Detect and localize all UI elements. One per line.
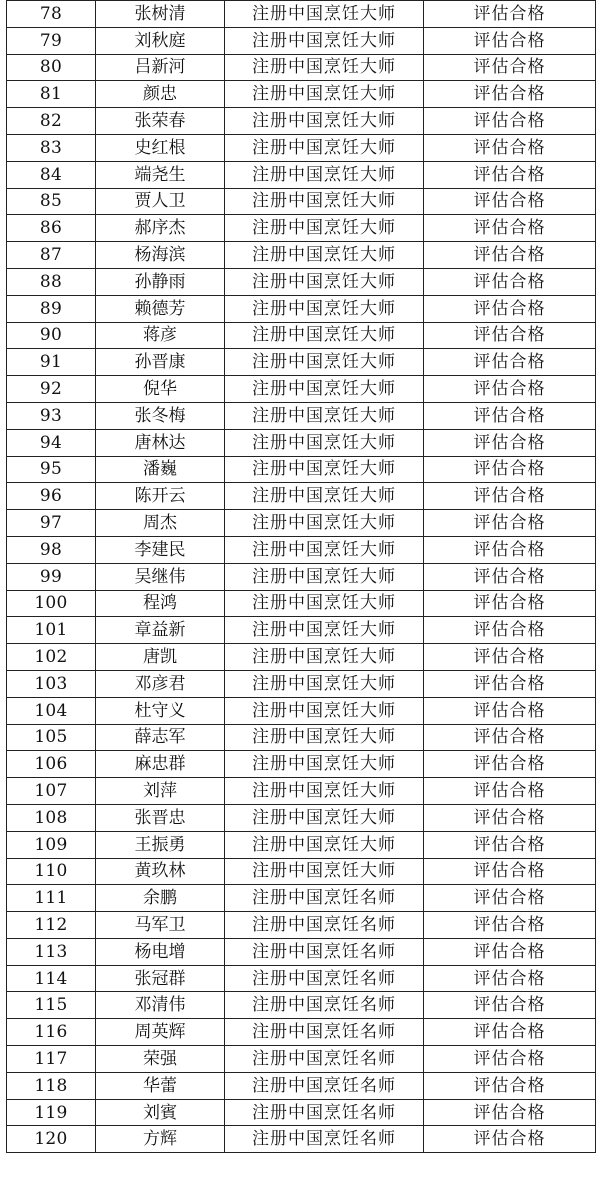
title-cell: 注册中国烹饪大师 (225, 268, 424, 295)
title-cell: 注册中国烹饪大师 (225, 376, 424, 403)
row-number-cell: 116 (7, 1019, 96, 1046)
name-cell: 贾人卫 (96, 188, 225, 215)
table-row (7, 483, 596, 510)
result-cell: 评估合格 (424, 134, 596, 161)
result-cell: 评估合格 (424, 965, 596, 992)
title-cell: 注册中国烹饪名师 (225, 1046, 424, 1073)
table-row (7, 831, 596, 858)
result-cell: 评估合格 (424, 1, 596, 28)
result-cell: 评估合格 (424, 1019, 596, 1046)
name-cell: 吕新河 (96, 54, 225, 81)
name-cell: 王振勇 (96, 831, 225, 858)
name-cell: 孙晋康 (96, 349, 225, 376)
result-cell: 评估合格 (424, 456, 596, 483)
row-number-cell: 78 (7, 1, 96, 28)
row-number-cell: 90 (7, 322, 96, 349)
row-number-cell: 103 (7, 670, 96, 697)
result-cell: 评估合格 (424, 429, 596, 456)
title-cell: 注册中国烹饪大师 (225, 590, 424, 617)
table-row (7, 1126, 596, 1153)
result-cell: 评估合格 (424, 644, 596, 671)
result-cell: 评估合格 (424, 27, 596, 54)
table-row (7, 590, 596, 617)
name-cell: 吴继伟 (96, 563, 225, 590)
title-cell: 注册中国烹饪大师 (225, 108, 424, 135)
result-cell: 评估合格 (424, 617, 596, 644)
name-cell: 唐凯 (96, 644, 225, 671)
title-cell: 注册中国烹饪大师 (225, 242, 424, 269)
name-cell: 蒋彦 (96, 322, 225, 349)
table-row (7, 161, 596, 188)
result-cell: 评估合格 (424, 590, 596, 617)
name-cell: 张树清 (96, 1, 225, 28)
chef-certification-table (6, 0, 596, 1153)
name-cell: 薛志军 (96, 724, 225, 751)
name-cell: 黄玖林 (96, 858, 225, 885)
name-cell: 刘秋庭 (96, 27, 225, 54)
row-number-cell: 84 (7, 161, 96, 188)
title-cell: 注册中国烹饪大师 (225, 295, 424, 322)
title-cell: 注册中国烹饪大师 (225, 563, 424, 590)
title-cell: 注册中国烹饪名师 (225, 992, 424, 1019)
name-cell: 颜忠 (96, 81, 225, 108)
table-row (7, 804, 596, 831)
table-row (7, 617, 596, 644)
row-number-cell: 98 (7, 536, 96, 563)
title-cell: 注册中国烹饪大师 (225, 54, 424, 81)
result-cell: 评估合格 (424, 402, 596, 429)
result-cell: 评估合格 (424, 188, 596, 215)
table-row (7, 1046, 596, 1073)
table-row (7, 912, 596, 939)
row-number-cell: 107 (7, 778, 96, 805)
row-number-cell: 108 (7, 804, 96, 831)
name-cell: 马军卫 (96, 912, 225, 939)
result-cell: 评估合格 (424, 804, 596, 831)
table-row (7, 429, 596, 456)
title-cell: 注册中国烹饪大师 (225, 778, 424, 805)
chef-certification-table-container (6, 0, 595, 1153)
row-number-cell: 105 (7, 724, 96, 751)
result-cell: 评估合格 (424, 1099, 596, 1126)
result-cell: 评估合格 (424, 108, 596, 135)
row-number-cell: 94 (7, 429, 96, 456)
title-cell: 注册中国烹饪名师 (225, 1019, 424, 1046)
name-cell: 邓清伟 (96, 992, 225, 1019)
row-number-cell: 88 (7, 268, 96, 295)
table-row (7, 295, 596, 322)
name-cell: 赖德芳 (96, 295, 225, 322)
name-cell: 张冠群 (96, 965, 225, 992)
row-number-cell: 115 (7, 992, 96, 1019)
row-number-cell: 92 (7, 376, 96, 403)
result-cell: 评估合格 (424, 81, 596, 108)
result-cell: 评估合格 (424, 161, 596, 188)
title-cell: 注册中国烹饪大师 (225, 81, 424, 108)
name-cell: 倪华 (96, 376, 225, 403)
table-row (7, 1072, 596, 1099)
name-cell: 周杰 (96, 510, 225, 537)
table-row (7, 242, 596, 269)
name-cell: 荣强 (96, 1046, 225, 1073)
table-row (7, 510, 596, 537)
result-cell: 评估合格 (424, 1046, 596, 1073)
table-row (7, 670, 596, 697)
row-number-cell: 109 (7, 831, 96, 858)
table-row (7, 54, 596, 81)
row-number-cell: 83 (7, 134, 96, 161)
name-cell: 麻忠群 (96, 751, 225, 778)
name-cell: 杜守义 (96, 697, 225, 724)
result-cell: 评估合格 (424, 858, 596, 885)
name-cell: 刘萍 (96, 778, 225, 805)
title-cell: 注册中国烹饪大师 (225, 215, 424, 242)
result-cell: 评估合格 (424, 349, 596, 376)
table-row (7, 108, 596, 135)
result-cell: 评估合格 (424, 54, 596, 81)
name-cell: 张晋忠 (96, 804, 225, 831)
row-number-cell: 93 (7, 402, 96, 429)
result-cell: 评估合格 (424, 992, 596, 1019)
name-cell: 李建民 (96, 536, 225, 563)
title-cell: 注册中国烹饪大师 (225, 670, 424, 697)
title-cell: 注册中国烹饪大师 (225, 483, 424, 510)
table-row (7, 965, 596, 992)
result-cell: 评估合格 (424, 1126, 596, 1153)
result-cell: 评估合格 (424, 778, 596, 805)
result-cell: 评估合格 (424, 268, 596, 295)
row-number-cell: 117 (7, 1046, 96, 1073)
title-cell: 注册中国烹饪大师 (225, 349, 424, 376)
result-cell: 评估合格 (424, 215, 596, 242)
title-cell: 注册中国烹饪大师 (225, 644, 424, 671)
table-row (7, 268, 596, 295)
title-cell: 注册中国烹饪大师 (225, 1, 424, 28)
row-number-cell: 85 (7, 188, 96, 215)
name-cell: 唐林达 (96, 429, 225, 456)
title-cell: 注册中国烹饪大师 (225, 161, 424, 188)
table-row (7, 1019, 596, 1046)
title-cell: 注册中国烹饪大师 (225, 134, 424, 161)
result-cell: 评估合格 (424, 831, 596, 858)
name-cell: 端尧生 (96, 161, 225, 188)
name-cell: 郝序杰 (96, 215, 225, 242)
row-number-cell: 89 (7, 295, 96, 322)
result-cell: 评估合格 (424, 376, 596, 403)
title-cell: 注册中国烹饪大师 (225, 697, 424, 724)
name-cell: 杨电增 (96, 938, 225, 965)
row-number-cell: 86 (7, 215, 96, 242)
row-number-cell: 91 (7, 349, 96, 376)
table-row (7, 992, 596, 1019)
title-cell: 注册中国烹饪大师 (225, 188, 424, 215)
name-cell: 邓彦君 (96, 670, 225, 697)
row-number-cell: 97 (7, 510, 96, 537)
title-cell: 注册中国烹饪名师 (225, 938, 424, 965)
title-cell: 注册中国烹饪大师 (225, 831, 424, 858)
title-cell: 注册中国烹饪大师 (225, 724, 424, 751)
row-number-cell: 111 (7, 885, 96, 912)
row-number-cell: 79 (7, 27, 96, 54)
table-row (7, 938, 596, 965)
name-cell: 章益新 (96, 617, 225, 644)
result-cell: 评估合格 (424, 938, 596, 965)
title-cell: 注册中国烹饪名师 (225, 1072, 424, 1099)
name-cell: 张荣春 (96, 108, 225, 135)
title-cell: 注册中国烹饪大师 (225, 510, 424, 537)
result-cell: 评估合格 (424, 1072, 596, 1099)
title-cell: 注册中国烹饪名师 (225, 885, 424, 912)
title-cell: 注册中国烹饪名师 (225, 965, 424, 992)
name-cell: 张冬梅 (96, 402, 225, 429)
row-number-cell: 99 (7, 563, 96, 590)
table-row (7, 751, 596, 778)
row-number-cell: 104 (7, 697, 96, 724)
result-cell: 评估合格 (424, 536, 596, 563)
title-cell: 注册中国烹饪大师 (225, 617, 424, 644)
name-cell: 陈开云 (96, 483, 225, 510)
name-cell: 潘巍 (96, 456, 225, 483)
result-cell: 评估合格 (424, 912, 596, 939)
table-row (7, 188, 596, 215)
result-cell: 评估合格 (424, 751, 596, 778)
row-number-cell: 101 (7, 617, 96, 644)
table-body (7, 1, 596, 1153)
title-cell: 注册中国烹饪大师 (225, 27, 424, 54)
row-number-cell: 106 (7, 751, 96, 778)
table-row (7, 376, 596, 403)
title-cell: 注册中国烹饪大师 (225, 858, 424, 885)
table-row (7, 349, 596, 376)
name-cell: 程鸿 (96, 590, 225, 617)
name-cell: 方辉 (96, 1126, 225, 1153)
name-cell: 杨海滨 (96, 242, 225, 269)
table-row (7, 215, 596, 242)
title-cell: 注册中国烹饪大师 (225, 804, 424, 831)
title-cell: 注册中国烹饪名师 (225, 1126, 424, 1153)
result-cell: 评估合格 (424, 242, 596, 269)
row-number-cell: 113 (7, 938, 96, 965)
title-cell: 注册中国烹饪大师 (225, 402, 424, 429)
title-cell: 注册中国烹饪大师 (225, 322, 424, 349)
row-number-cell: 118 (7, 1072, 96, 1099)
result-cell: 评估合格 (424, 510, 596, 537)
result-cell: 评估合格 (424, 724, 596, 751)
table-row (7, 644, 596, 671)
table-row (7, 724, 596, 751)
row-number-cell: 102 (7, 644, 96, 671)
table-row (7, 1099, 596, 1126)
name-cell: 华蕾 (96, 1072, 225, 1099)
row-number-cell: 110 (7, 858, 96, 885)
name-cell: 史红根 (96, 134, 225, 161)
row-number-cell: 100 (7, 590, 96, 617)
name-cell: 余鹏 (96, 885, 225, 912)
title-cell: 注册中国烹饪大师 (225, 751, 424, 778)
table-row (7, 322, 596, 349)
title-cell: 注册中国烹饪名师 (225, 1099, 424, 1126)
table-row (7, 402, 596, 429)
result-cell: 评估合格 (424, 697, 596, 724)
row-number-cell: 119 (7, 1099, 96, 1126)
name-cell: 刘賓 (96, 1099, 225, 1126)
result-cell: 评估合格 (424, 670, 596, 697)
row-number-cell: 96 (7, 483, 96, 510)
row-number-cell: 120 (7, 1126, 96, 1153)
row-number-cell: 114 (7, 965, 96, 992)
table-row (7, 778, 596, 805)
result-cell: 评估合格 (424, 563, 596, 590)
name-cell: 孙静雨 (96, 268, 225, 295)
row-number-cell: 87 (7, 242, 96, 269)
name-cell: 周英辉 (96, 1019, 225, 1046)
row-number-cell: 95 (7, 456, 96, 483)
title-cell: 注册中国烹饪大师 (225, 536, 424, 563)
table-row (7, 885, 596, 912)
row-number-cell: 112 (7, 912, 96, 939)
table-row (7, 697, 596, 724)
title-cell: 注册中国烹饪名师 (225, 912, 424, 939)
result-cell: 评估合格 (424, 295, 596, 322)
row-number-cell: 80 (7, 54, 96, 81)
table-row (7, 81, 596, 108)
table-row (7, 456, 596, 483)
result-cell: 评估合格 (424, 483, 596, 510)
row-number-cell: 81 (7, 81, 96, 108)
table-row (7, 27, 596, 54)
result-cell: 评估合格 (424, 885, 596, 912)
table-row (7, 134, 596, 161)
table-row (7, 1, 596, 28)
table-row (7, 563, 596, 590)
title-cell: 注册中国烹饪大师 (225, 429, 424, 456)
table-row (7, 858, 596, 885)
row-number-cell: 82 (7, 108, 96, 135)
result-cell: 评估合格 (424, 322, 596, 349)
table-row (7, 536, 596, 563)
title-cell: 注册中国烹饪大师 (225, 456, 424, 483)
